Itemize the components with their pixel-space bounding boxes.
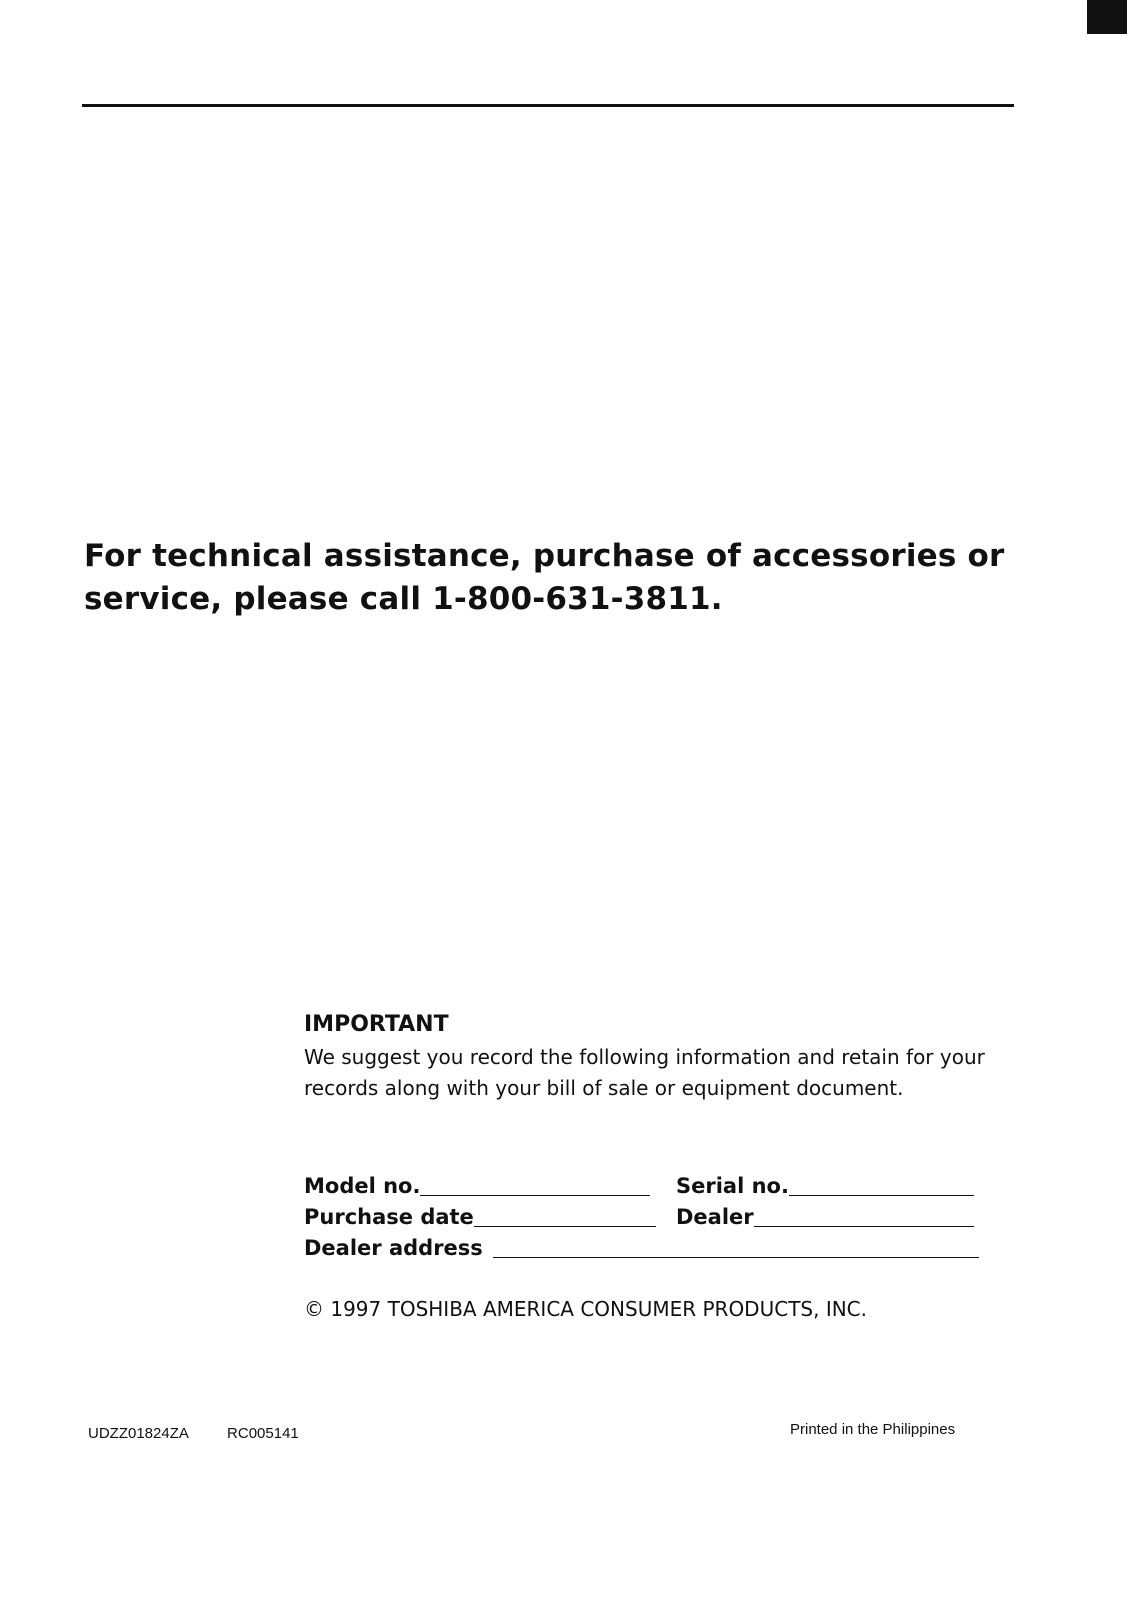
model-label: Model no. <box>304 1174 421 1198</box>
corner-registration-mark <box>1087 0 1127 34</box>
serial-blank-line[interactable] <box>789 1194 974 1196</box>
printed-in-note: Printed in the Philippines <box>790 1421 956 1438</box>
purchase-date-field <box>304 1204 676 1230</box>
dealer-blank-line[interactable] <box>754 1225 974 1227</box>
field-row-1 <box>304 1168 1004 1199</box>
model-field <box>304 1173 676 1199</box>
document-codes <box>88 1424 299 1444</box>
headline-line-1: For technical assistance, purchase of accessories or <box>84 538 1005 574</box>
dealer-label: Dealer <box>676 1205 754 1229</box>
headline-line-2: service, please call 1-800-631-3811. <box>84 581 723 617</box>
model-blank-line[interactable] <box>420 1194 650 1196</box>
record-form <box>304 1168 1004 1261</box>
support-headline <box>84 535 1044 621</box>
copyright-notice: © 1997 TOSHIBA AMERICA CONSUMER PRODUCTS, INC. <box>304 1297 867 1321</box>
top-divider <box>82 104 1014 107</box>
important-notice <box>304 1010 1024 1104</box>
dealer-address-field <box>304 1235 979 1261</box>
serial-field <box>676 1173 974 1199</box>
field-row-2 <box>304 1199 1004 1230</box>
important-title: IMPORTANT <box>304 1012 449 1037</box>
important-body: We suggest you record the following information and retain for your records along with your bill of sale or equipment document. <box>304 1045 985 1100</box>
field-row-3 <box>304 1230 1004 1261</box>
purchase-date-label: Purchase date <box>304 1205 474 1229</box>
serial-label: Serial no. <box>676 1174 789 1198</box>
document-code-2: RC005141 <box>227 1425 299 1442</box>
document-code-1: UDZZ01824ZA <box>88 1425 189 1442</box>
dealer-address-label: Dealer address <box>304 1236 483 1260</box>
dealer-field <box>676 1204 974 1230</box>
dealer-address-blank-line[interactable] <box>493 1256 979 1258</box>
purchase-date-blank-line[interactable] <box>474 1225 656 1227</box>
